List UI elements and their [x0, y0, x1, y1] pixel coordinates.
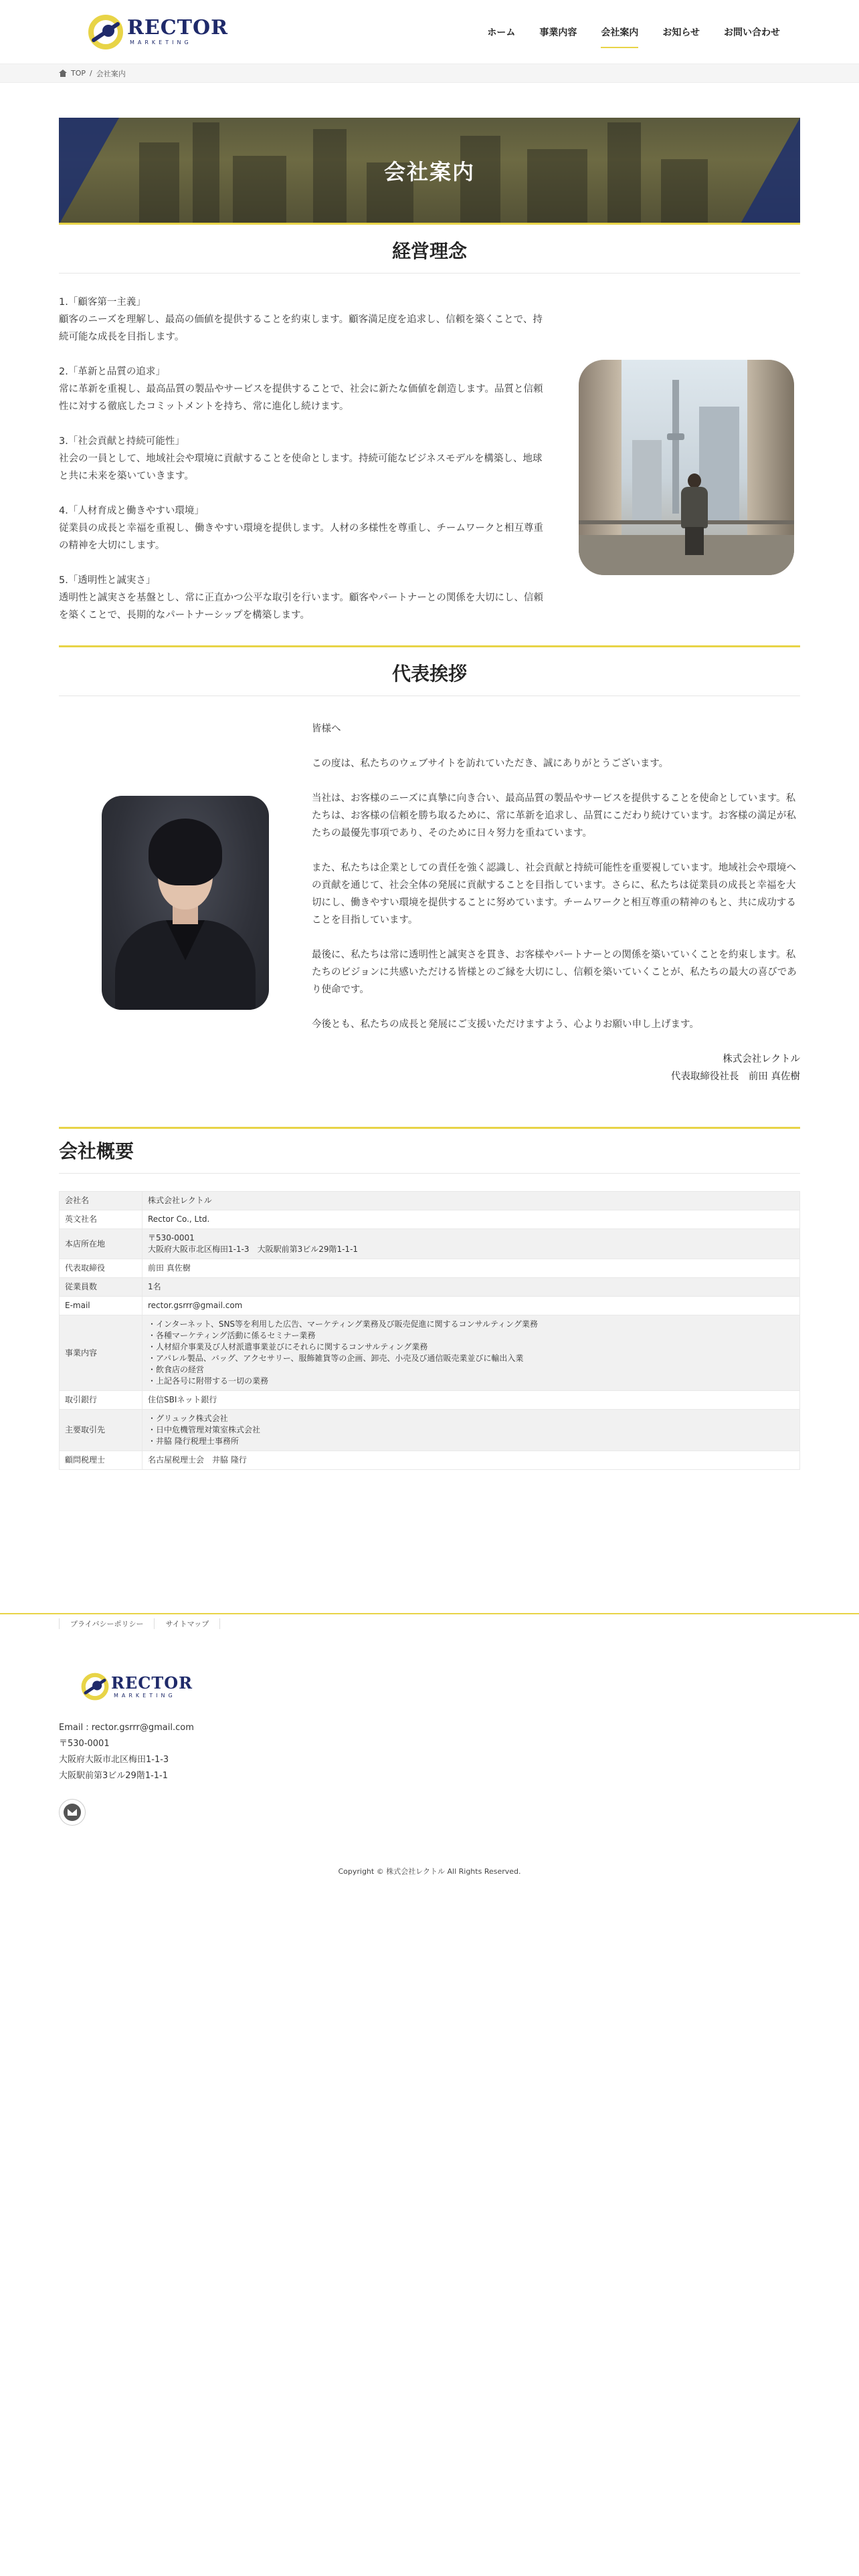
footer-email: Email : rector.gsrrr@gmail.com — [59, 1723, 194, 1733]
signature-name: 代表取締役社長 前田 真佐樹 — [670, 1071, 800, 1082]
company-overview-table — [59, 1191, 800, 1470]
table-value-cell: ・グリュック株式会社 ・日中危機管理対策室株式会社 ・井脇 隆行税理士事務所 — [142, 1410, 800, 1451]
footer-address-line: 大阪駅前第3ビル29階1-1-1 — [59, 1771, 169, 1781]
greeting-paragraph: 皆様へ — [312, 724, 341, 734]
breadcrumb — [0, 64, 859, 83]
table-key-cell: 本店所在地 — [60, 1229, 142, 1259]
table-key-cell: E-mail — [60, 1297, 142, 1315]
table-value-cell: 1名 — [142, 1278, 800, 1297]
table-row — [60, 1229, 800, 1259]
ceo-portrait-photo — [102, 796, 269, 1010]
greeting-section — [59, 720, 800, 1085]
table-row — [60, 1391, 800, 1410]
home-icon — [59, 70, 67, 77]
table-key-cell: 英文社名 — [60, 1210, 142, 1229]
greeting-paragraph: 最後に、私たちは常に透明性と誠実さを貫き、お客様やパートナーとの関係を築いていくことを約束します。私たちのビジョンに共感いただける皆様とのご縁を大切にし、信頼を築いていくことが、私たちの最大の喜びであり使命です。 — [312, 950, 797, 995]
nav-item-contact[interactable]: お問い合わせ — [724, 27, 780, 38]
section-divider — [59, 1127, 800, 1129]
philosophy-item-heading: 4.「人材育成と働きやすい環境」 — [59, 506, 204, 516]
table-value-cell: 株式会社レクトル — [142, 1192, 800, 1210]
philosophy-item-heading: 5.「透明性と誠実さ」 — [59, 575, 156, 586]
table-row — [60, 1278, 800, 1297]
philosophy-section — [59, 294, 800, 641]
table-row — [60, 1297, 800, 1315]
table-value-cell: ・インターネット、SNS等を利用した広告、マーケティング業務及び販売促進に関するコンサルティング業務 ・各種マーケティング活動に係るセミナー業務 ・人材紹介事業及び人材派遣事業並びにそれらに関するコンサルティング業務 ・アパレル製品、バッグ、アクセサリー、服飾雑貨等の企画、卸売、小売及び通信販売業並びに輸出入業 ・飲食店の経営 ・上記各号に附帯する一切の業務 — [142, 1315, 800, 1391]
logo-mark-icon — [87, 13, 124, 51]
philosophy-item-heading: 1.「顧客第一主義」 — [59, 297, 146, 308]
global-nav — [475, 0, 792, 64]
table-row — [60, 1410, 800, 1451]
greeting-paragraph: 今後とも、私たちの成長と発展にご支援いただけますよう、心よりお願い申し上げます。 — [312, 1019, 699, 1030]
breadcrumb-home-link[interactable]: TOP — [71, 69, 86, 78]
table-key-cell: 顧問税理士 — [60, 1451, 142, 1470]
footer-link-sitemap[interactable]: サイトマップ — [154, 1618, 220, 1629]
philosophy-item — [59, 572, 547, 624]
copyright: Copyright © 株式会社レクトル All Rights Reserved. — [338, 1867, 521, 1876]
site-header — [0, 0, 859, 64]
philosophy-item-heading: 2.「革新と品質の追求」 — [59, 366, 165, 377]
greeting-paragraph: 当社は、お客様のニーズに真摯に向き合い、最高品質の製品やサービスを提供することを使命としています。私たちは、お客様の信頼を勝ち取るために、常に革新を追求し、品質にこだわり続けています。お客様の満足が私たちの最優先事項であり、そのために日々努力を重ねています。 — [312, 793, 796, 839]
nav-item-home[interactable]: ホーム — [487, 27, 516, 38]
philosophy-item-body: 社会の一員として、地域社会や環境に貢献することを使命とします。持続可能なビジネスモデルを構築し、地球と共に未来を築いていきます。 — [59, 453, 543, 481]
table-row — [60, 1192, 800, 1210]
philosophy-item — [59, 433, 547, 485]
breadcrumb-current: 会社案内 — [96, 69, 126, 78]
greeting-paragraph: また、私たちは企業としての責任を強く認識し、社会貢献と持続可能性を重要視しています。地域社会や環境への貢献を通じて、社会全体の発展に貢献することを目指しています。さらに、私たちは従業員の成長と幸福を大切にし、働きやすい環境を提供することに努めています。チームワークと相互尊重の精神のもと、共に成功することを目指しています。 — [312, 863, 796, 926]
philosophy-title: 経営理念 — [59, 225, 800, 274]
logo-sub-text: MARKETING — [130, 39, 192, 45]
footer-address-line: 大阪府大阪市北区梅田1-1-3 — [59, 1755, 169, 1765]
philosophy-item-body: 従業員の成長と幸福を重視し、働きやすい環境を提供します。人材の多様性を尊重し、チームワークと相互尊重の精神を大切にします。 — [59, 523, 543, 551]
table-key-cell: 代表取締役 — [60, 1259, 142, 1278]
footer-postal-code: 〒530-0001 — [59, 1739, 110, 1749]
table-value-cell: 名古屋税理士会 井脇 隆行 — [142, 1451, 800, 1470]
nav-item-services[interactable]: 事業内容 — [539, 27, 577, 38]
table-value-cell: 〒530-0001 大阪府大阪市北区梅田1-1-3 大阪駅前第3ビル29階1-1-1 — [142, 1229, 800, 1259]
signature-company: 株式会社レクトル — [723, 1054, 800, 1065]
breadcrumb-separator: / — [90, 69, 92, 78]
table-value-cell: rector.gsrrr@gmail.com — [142, 1297, 800, 1315]
table-value-cell: 住信SBIネット銀行 — [142, 1391, 800, 1410]
philosophy-item-body: 常に革新を重視し、最高品質の製品やサービスを提供することで、社会に新たな価値を創造します。品質と信頼性に対する徹底したコミットメントを持ち、常に進化し続けます。 — [59, 384, 543, 412]
envelope-icon — [64, 1804, 81, 1821]
page-title: 会社案内 — [383, 158, 475, 185]
philosophy-item — [59, 363, 547, 415]
table-key-cell: 会社名 — [60, 1192, 142, 1210]
footer-logo[interactable] — [80, 1672, 193, 1701]
table-value-cell: 前田 真佐樹 — [142, 1259, 800, 1278]
table-row — [60, 1210, 800, 1229]
city-skyline-photo — [579, 360, 794, 575]
site-logo[interactable] — [87, 13, 228, 51]
table-row — [60, 1259, 800, 1278]
philosophy-item — [59, 294, 547, 346]
footer-logo-sub-text: MARKETING — [114, 1692, 176, 1699]
table-key-cell: 従業員数 — [60, 1278, 142, 1297]
mail-button[interactable] — [59, 1799, 86, 1826]
nav-item-company[interactable]: 会社案内 — [589, 0, 650, 64]
logo-mark-icon — [80, 1672, 110, 1701]
philosophy-item-body: 透明性と誠実さを基盤とし、常に正直かつ公平な取引を行います。顧客やパートナーとの関係を大切にし、信頼を築くことで、長期的なパートナーシップを構築します。 — [59, 593, 543, 621]
page-hero-banner — [59, 118, 800, 225]
overview-title: 会社概要 — [59, 1137, 800, 1174]
table-key-cell: 事業内容 — [60, 1315, 142, 1391]
footer-link-privacy[interactable]: プライバシーポリシー — [59, 1618, 154, 1629]
greeting-title: 代表挨拶 — [59, 647, 800, 696]
table-key-cell: 取引銀行 — [60, 1391, 142, 1410]
table-row — [60, 1315, 800, 1391]
philosophy-item-heading: 3.「社会貢献と持続可能性」 — [59, 436, 185, 447]
greeting-paragraph: この度は、私たちのウェブサイトを訪れていただき、誠にありがとうございます。 — [312, 758, 669, 769]
table-value-cell: Rector Co., Ltd. — [142, 1210, 800, 1229]
greeting-signature — [312, 1051, 800, 1085]
logo-main-text: RECTOR — [127, 16, 229, 39]
footer-contact-info — [59, 1720, 194, 1784]
footer-logo-main-text: RECTOR — [111, 1673, 193, 1693]
philosophy-item-body: 顧客のニーズを理解し、最高の価値を提供することを約束します。顧客満足度を追求し、信頼を築くことで、持続可能な成長を目指します。 — [59, 314, 543, 342]
footer-links — [59, 1618, 220, 1629]
philosophy-item — [59, 502, 547, 554]
footer-divider — [0, 1613, 859, 1614]
nav-item-news[interactable]: お知らせ — [662, 27, 700, 38]
table-row — [60, 1451, 800, 1470]
table-key-cell: 主要取引先 — [60, 1410, 142, 1451]
